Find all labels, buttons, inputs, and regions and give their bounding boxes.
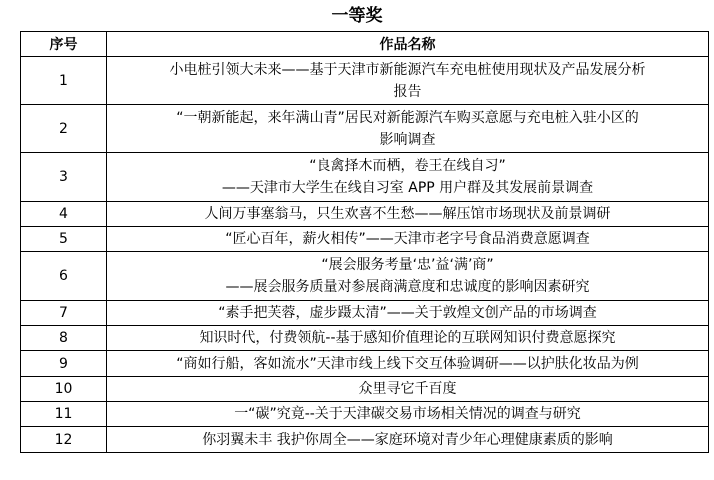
work-title-line: “素手把芙蓉，虚步蹑太清”——关于敦煌文创产品的市场调查 (218, 305, 597, 321)
work-title (107, 326, 709, 351)
table-row (21, 427, 709, 453)
work-title (107, 402, 709, 427)
table-row (21, 326, 709, 351)
work-title-line: “商如行船，客如流水”天津市线上线下交互体验调研——以护肤化妆品为例 (176, 355, 639, 372)
row-number: 11 (21, 402, 107, 427)
row-number: 12 (21, 427, 107, 453)
table-row (21, 402, 709, 427)
table-row (21, 351, 709, 377)
table-row (21, 202, 709, 227)
work-title-line: 小电桩引领大未来——基于天津市新能源汽车充电桩使用现状及产品发展分析 (169, 61, 646, 78)
work-title-line: 众里寻它千百度 (358, 381, 457, 397)
awards-table (20, 31, 709, 453)
work-title-line: 知识时代，付费领航--基于感知价值理论的互联网知识付费意愿探究 (199, 330, 616, 346)
work-title-line: “一朝新能起，来年满山青”居民对新能源汽车购买意愿与充电桩入驻小区的 (176, 109, 639, 126)
work-title-line: 人间万事塞翁马，只生欢喜不生愁——解压馆市场现状及前景调研 (204, 206, 611, 222)
work-title (107, 153, 709, 202)
row-number: 2 (21, 105, 107, 153)
row-number: 4 (21, 202, 107, 227)
work-title (107, 105, 709, 153)
work-title (107, 427, 709, 453)
row-number: 8 (21, 326, 107, 351)
work-title-line: 影响调查 (379, 131, 436, 148)
work-title (107, 301, 709, 326)
work-title-line: ——天津市大学生在线自习室 APP 用户群及其发展前景调查 (221, 180, 594, 196)
row-number: 10 (21, 377, 107, 402)
work-title-line: ——展会服务质量对参展商满意度和忠诚度的影响因素研究 (225, 279, 590, 295)
table-row (21, 57, 709, 105)
work-title (107, 252, 709, 301)
work-title (107, 57, 709, 105)
column-header-name: 作品名称 (107, 32, 709, 57)
work-title (107, 227, 709, 252)
table-row (21, 105, 709, 153)
work-title-line: 你羽翼未丰 我护你周全——家庭环境对青少年心理健康素质的影响 (202, 431, 613, 448)
work-title-line: “良禽择木而栖，卷王在线自习” (309, 158, 506, 174)
row-number: 1 (21, 57, 107, 105)
table-row (21, 301, 709, 326)
work-title-line: “展会服务考量‘忠’益‘满’商” (321, 257, 494, 273)
work-title-line: 一“碳”究竟--关于天津碳交易市场相关情况的调查与研究 (234, 406, 581, 422)
work-title (107, 351, 709, 377)
row-number: 3 (21, 153, 107, 202)
column-header-no: 序号 (21, 32, 107, 57)
table-row (21, 252, 709, 301)
row-number: 9 (21, 351, 107, 377)
table-row (21, 227, 709, 252)
work-title (107, 377, 709, 402)
row-number: 5 (21, 227, 107, 252)
page-title: 一等奖 (331, 6, 383, 26)
work-title-line: 报告 (393, 83, 422, 100)
work-title (107, 202, 709, 227)
table-row (21, 377, 709, 402)
row-number: 6 (21, 252, 107, 301)
row-number: 7 (21, 301, 107, 326)
work-title-line: “匠心百年，薪火相传”——天津市老字号食品消费意愿调查 (225, 231, 590, 247)
table-header-row (21, 32, 709, 57)
table-row (21, 153, 709, 202)
